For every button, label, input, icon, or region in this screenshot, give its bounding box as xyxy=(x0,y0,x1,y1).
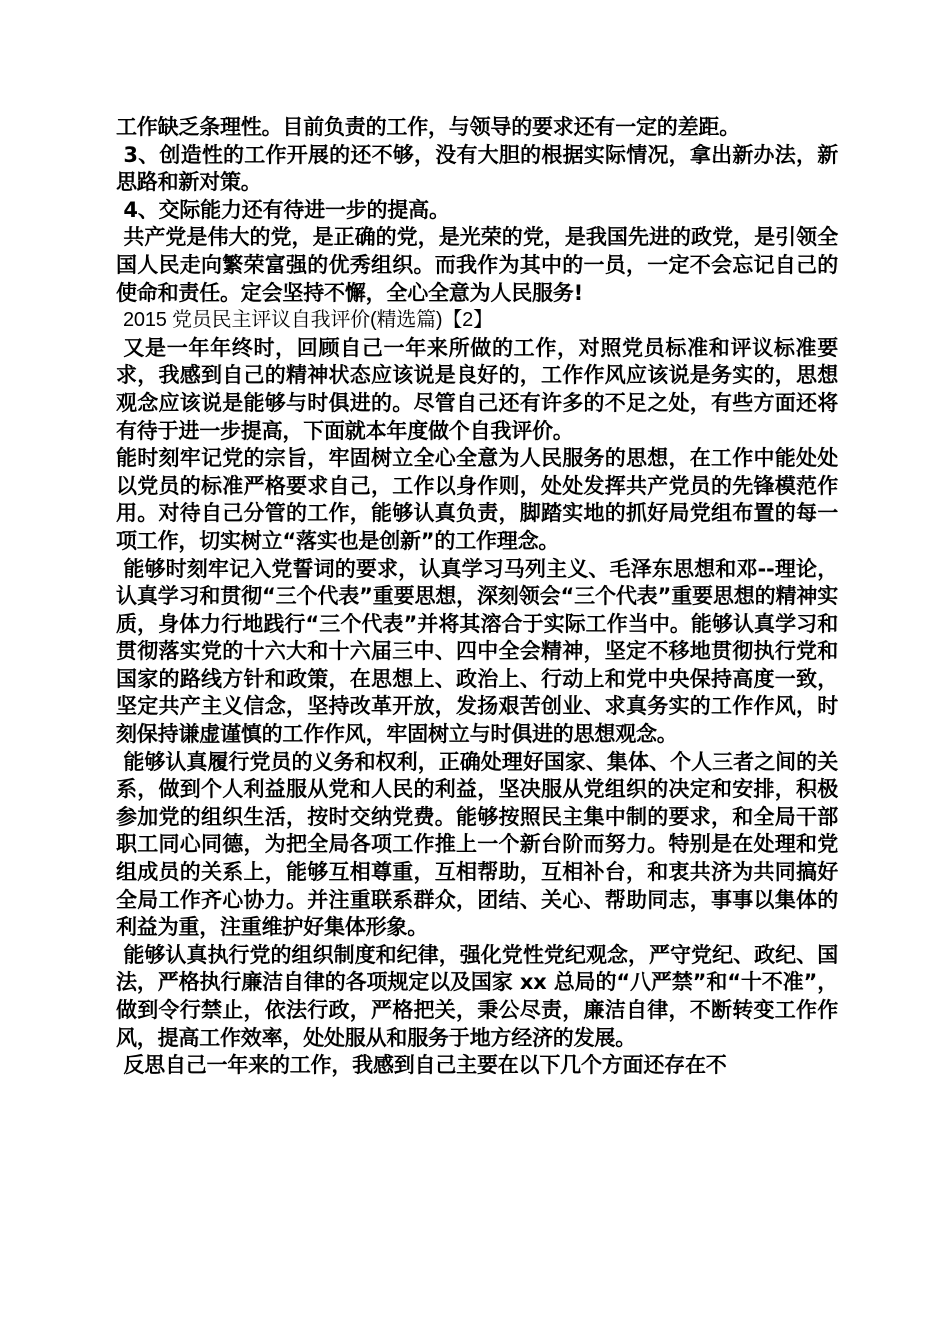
paragraph: 能够时刻牢记入党誓词的要求，认真学习马列主义、毛泽东思想和邓--理论，认真学习和贯彻“三个代表”重要思想，深刻领会“三个代表”重要思想的精神实质，身体力行地践行“三个代表”并将其溶合于实际工作当中。能够认真学习和贯彻落实党的十六大和十六届三中、四中全会精神，坚定不移地贯彻执行党和国家的路线方针和政策，在思想上、政治上、行动上和党中央保持高度一致，坚定共产主义信念，坚持改革开放，发扬艰苦创业、求真务实的工作作风，时刻保持谦虚谨慎的工作作风，牢固树立与时俱进的思想观念。 xyxy=(116,556,838,747)
paragraph: 工作缺乏条理性。目前负责的工作，与领导的要求还有一定的差距。 xyxy=(116,115,740,139)
paragraph: 反思自己一年来的工作，我感到自己主要在以下几个方面还存在不 xyxy=(123,1053,727,1078)
paragraph: 共产党是伟大的党，是正确的党，是光荣的党，是我国先进的政党，是引领全国人民走向繁荣富强的优秀组织。而我作为其中的一员，一定不会忘记自己的使命和责任。定会坚持不懈，全心全意为人民服务! xyxy=(116,225,838,305)
paragraph: 能够认真履行党员的义务和权利，正确处理好国家、集体、个人三者之间的关系，做到个人利益服从党和人民的利益，坚决服从党组织的决定和安排，积极参加党的组织生活，按时交纳党费。能够按照民主集中制的要求，和全局干部职工同心同德，为把全局各项工作推上一个新台阶而努力。特别是在处理和党组成员的关系上，能够互相尊重，互相帮助，互相补台，和衷共济为共同搞好全局工作齐心协力。并注重联系群众，团结、关心、帮助同志，事事以集体的利益为重，注重维护好集体形象。 xyxy=(116,749,838,940)
document-page xyxy=(116,114,838,1080)
paragraph: 能时刻牢记党的宗旨，牢固树立全心全意为人民服务的思想，在工作中能处处以党员的标准严格要求自己，工作以身作则，处处发挥共产党员的先锋模范作用。对待自己分管的工作，能够认真负责，脚踏实地的抓好局党组布置的每一项工作，切实树立“落实也是创新”的工作理念。 xyxy=(116,446,838,553)
paragraph: 又是一年年终时，回顾自己一年来所做的工作，对照党员标准和评议标准要求，我感到自己的精神状态应该说是良好的，工作作风应该说是务实的，思想观念应该说是能够与时俱进的。尽管自己还有许多的不足之处，有些方面还将有待于进一步提高，下面就本年度做个自我评价。 xyxy=(116,335,838,443)
paragraph: 3、创造性的工作开展的还不够，没有大胆的根据实际情况，拿出新办法，新思路和新对策。 xyxy=(116,142,838,195)
paragraph: 能够认真执行党的组织制度和纪律，强化党性党纪观念，严守党纪、政纪、国法，严格执行廉洁自律的各项规定以及国家 xx 总局的“八严禁”和“十不准”，做到令行禁止，依法行政，严格把关，秉公尽责，廉洁自律，不断转变工作作风，提高工作效率，处处服从和服务于地方经济的发展。 xyxy=(116,942,838,1050)
paragraph: 4、交际能力还有待进一步的提高。 xyxy=(123,197,450,222)
section-heading: 2015 党员民主评议自我评价(精选篇)【2】 xyxy=(123,309,493,332)
